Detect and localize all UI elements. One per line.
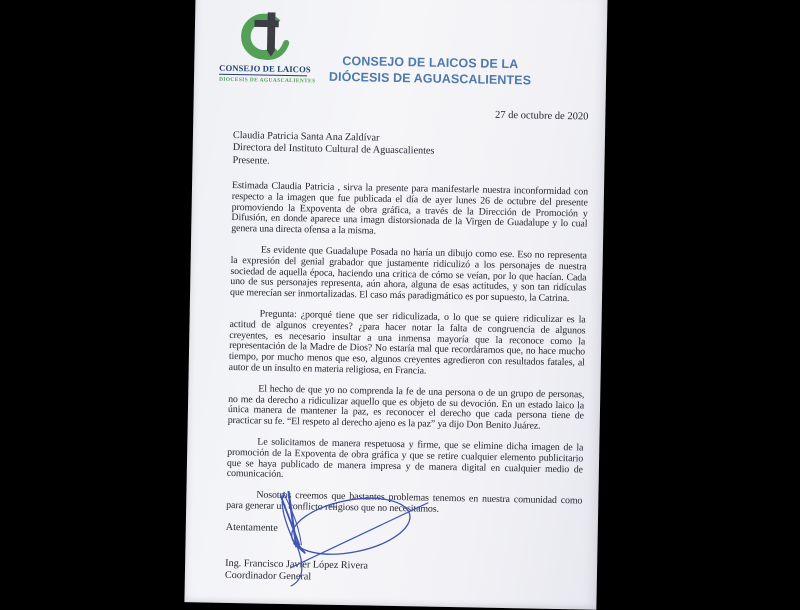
- ct-monogram-icon: [236, 10, 291, 63]
- valediction: Atentamente: [225, 521, 278, 534]
- logo-suborg-name: DIOCESIS DE AGUASCALIENTES: [218, 76, 316, 85]
- letter-body: [225, 181, 588, 589]
- consejo-de-laicos-logo: [218, 10, 316, 85]
- letter-date: 27 de octubre de 2020: [494, 109, 589, 123]
- letterhead-title-line1: CONSEJO DE LAICOS DE LA: [342, 53, 519, 72]
- letter-paragraph-3: Pregunta: ¿porqué tiene que ser ridiculizada, o lo que se quiere ridiculizar es la actitud de algunos creyentes? ¿para hacer notar la falta de congruencia de algunos creyentes, es necesario insultar a una inmensa mayoría que la reconoce como la representación de la Madre de Dios? No estaría mal que recordáramos que, no hace mucho tiempo, por mucho menos que eso, algunos creyentes agredieron con resultados fatales, al autor de un insulto en materia religiosa, en Francia.: [228, 308, 586, 377]
- recipient-greeting: Presente.: [232, 154, 270, 167]
- logo-org-name: CONSEJO DE LAICOS: [219, 62, 311, 75]
- recipient-name: Claudia Patricia Santa Ana Zaldívar: [232, 129, 380, 144]
- signer-name: Ing. Francisco Javier López Rivera: [225, 557, 369, 572]
- letter-page: [184, 0, 607, 610]
- letter-paragraph-2: Es evidente que Guadalupe Posada no haría un dibujo como ese. Eso no representa la expresión del genial grabador que justamente ridiculizó a los personajes de nuestra sociedad de aquella época, haciendo una critica de cómo se veían, por lo que hacían. Cada uno de sus personajes representa, aún ahora, alguna de esas actitudes, y son tan ridículas que merecían ser inmortalizadas. El caso más paradigmático es por supuesto, la Catrina.: [229, 244, 587, 305]
- signer-block: [225, 558, 581, 589]
- recipient-role: Directora del Instituto Cultural de Aguascalientes: [232, 142, 435, 158]
- recipient-block: [232, 130, 434, 171]
- letter-paragraph-5: Le solicitamos de manera respetuosa y firme, que se elimine dicha imagen de la promoción de la Expoventa de obra gráfica y que se retire cualquier elemento publicitario que se haya publicado de manera impresa y de manera digital en cualquier medio de comunicación.: [226, 436, 584, 481]
- letter-paragraph-1: Estimada Claudia Patricia , sirva la presente para manifestarle nuestra inconformidad con respecto a la imagen que fue publicada el día de ayer lunes 26 de octubre del presente promoviendo la Expoventa de obra gráfica, a través de la Dirección de Promoción y Difusión, en donde aparece una imagn distorsionada de la Virgen de Guadalupe y lo cual genera una directa ofensa a la misma.: [231, 179, 589, 237]
- letterhead-title: [326, 53, 535, 89]
- signer-title: Coordinador General: [224, 570, 312, 583]
- letter-paragraph-6: Nosotros creemos que bastantes problemas tenemos en nuestra comunidad como para generar un conflicto religioso que no necesitamos.: [226, 489, 583, 515]
- letter-paragraph-4: El hecho de que yo no comprenda la fe de una persona o de un grupo de personas, no me da derecho a ridiculizar aquello que es objeto de su devoción. En un estado laico la única manera de mantener la paz, es reconocer el derecho que cada persona tiene de practicar su fe. “El respeto al derecho ajeno es la paz” ya dijo Don Benito Juárez.: [227, 383, 585, 432]
- letterhead-title-line2: DIÓCESIS DE AGUASCALIENTES: [328, 69, 532, 88]
